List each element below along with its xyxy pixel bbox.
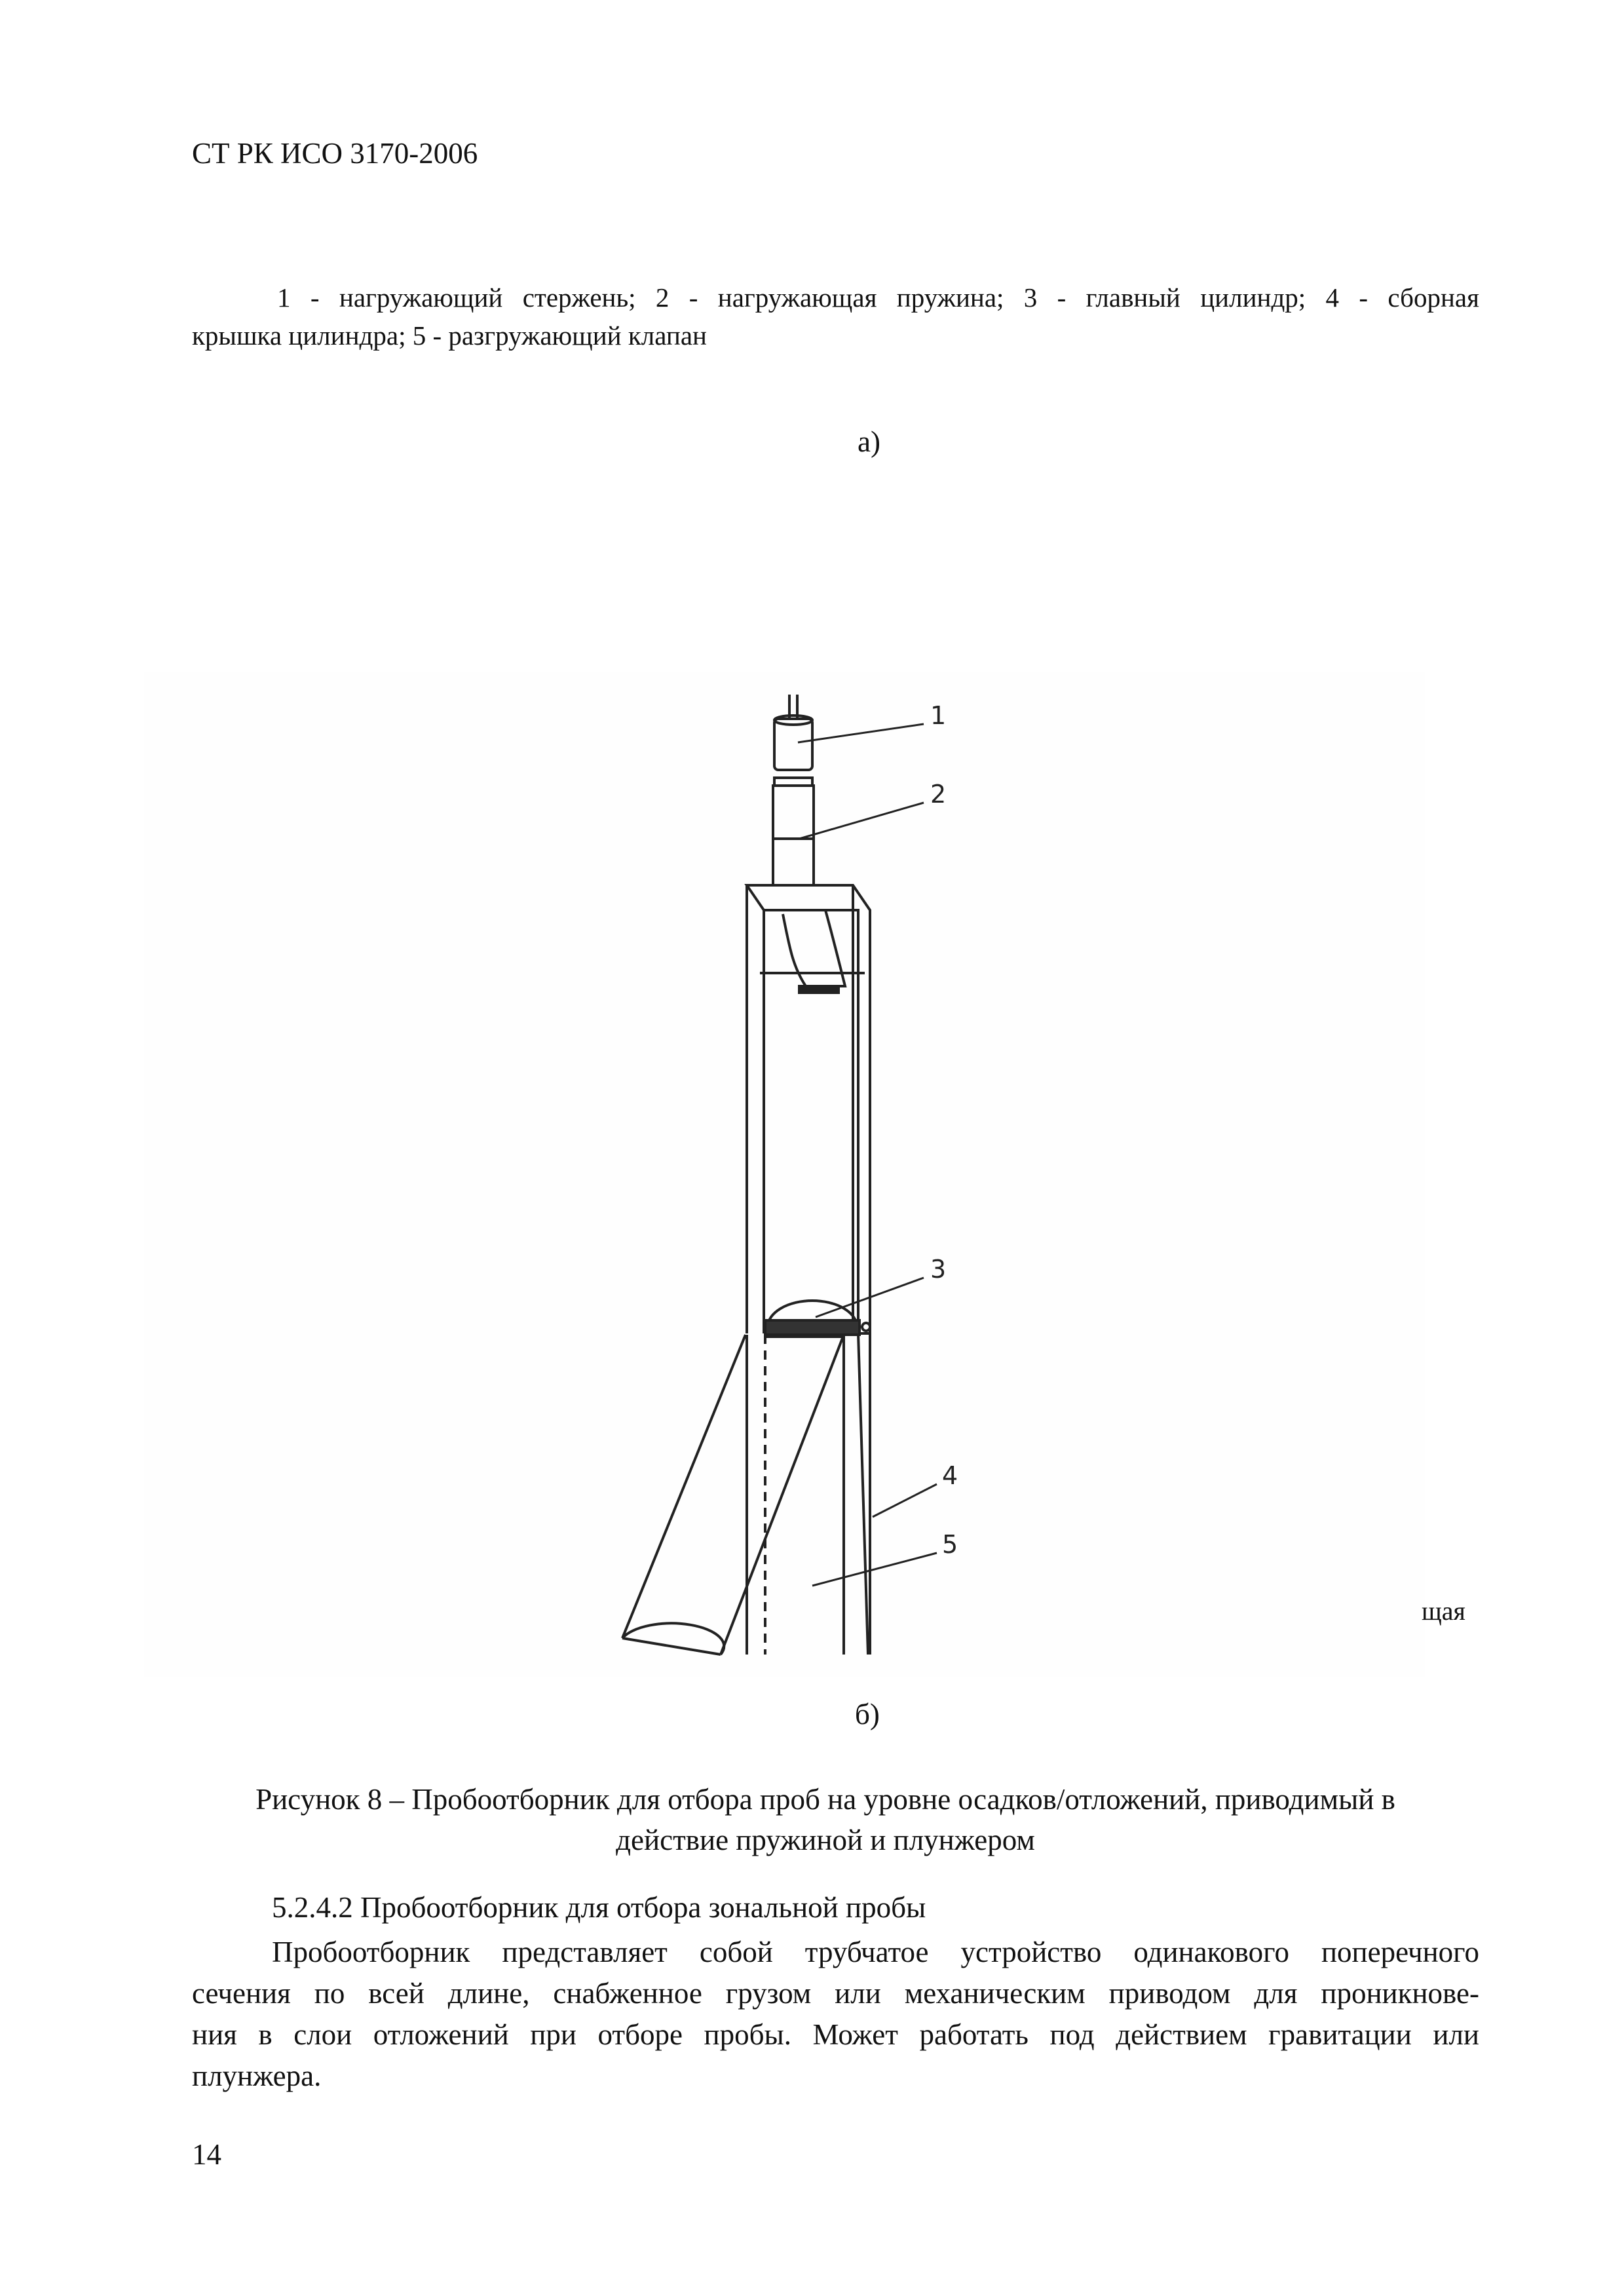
caption-line-2: действие пружиной и плунжером [616,1824,1035,1856]
cover-edge [858,1333,868,1655]
figure-sampler-drawing [144,672,1425,1677]
subfigure-label-b: б) [855,1698,880,1731]
paragraph-line-1: Пробоотборник представляет собой трубчатое устройство одинакового поперечного [272,1936,1479,1968]
page-number: 14 [192,2138,221,2171]
leader-2 [799,803,924,839]
callout-5: 5 [942,1530,958,1559]
paragraph-line-4: плунжера. [192,2059,322,2092]
leader-1 [798,724,924,742]
frame-outline [747,885,870,1333]
flap-end-line [622,1638,721,1655]
flap-left [622,1335,746,1638]
flap-end-arc [622,1623,724,1655]
caption-line-1: Рисунок 8 – Пробоотборник для отбора проб на уровне осадков/отложений, приводимый в [255,1783,1395,1816]
callout-4: 4 [942,1461,958,1490]
loading-rod [774,719,812,770]
subfigure-label-a: а) [858,425,880,458]
figure-legend-line-1: 1 - нагружающий стержень; 2 - нагружающая пружина; 3 - главный цилиндр; 4 - сборная [277,282,1479,313]
figure-legend-line-2: крышка цилиндра; 5 - разгружающий клапан [192,320,707,351]
leader-4 [873,1484,937,1517]
callout-3: 3 [930,1255,947,1284]
hinge-pin [862,1323,870,1331]
document-header: СТ РК ИСО 3170-2006 [192,137,478,170]
main-cylinder-teeth [765,1320,859,1335]
leader-5 [812,1553,937,1586]
paragraph-line-2: сечения по всей длине, снабженное грузом или механическим приводом для проникнове- [192,1977,1479,2010]
figure-stray-text: щая [1422,1596,1465,1626]
section-heading: 5.2.4.2 Пробоотборник для отбора зональной пробы [272,1891,926,1924]
callout-2: 2 [930,780,947,809]
internal-plate [783,910,845,986]
paragraph-line-3: ния в слои отложений при отборе пробы. Может работать под действием гравитации или [192,2018,1479,2051]
callout-1: 1 [930,701,947,730]
figure-caption [183,1779,1467,1860]
flap-right [721,1335,844,1655]
latch [799,986,839,993]
sampler-diagram [144,672,1425,1677]
